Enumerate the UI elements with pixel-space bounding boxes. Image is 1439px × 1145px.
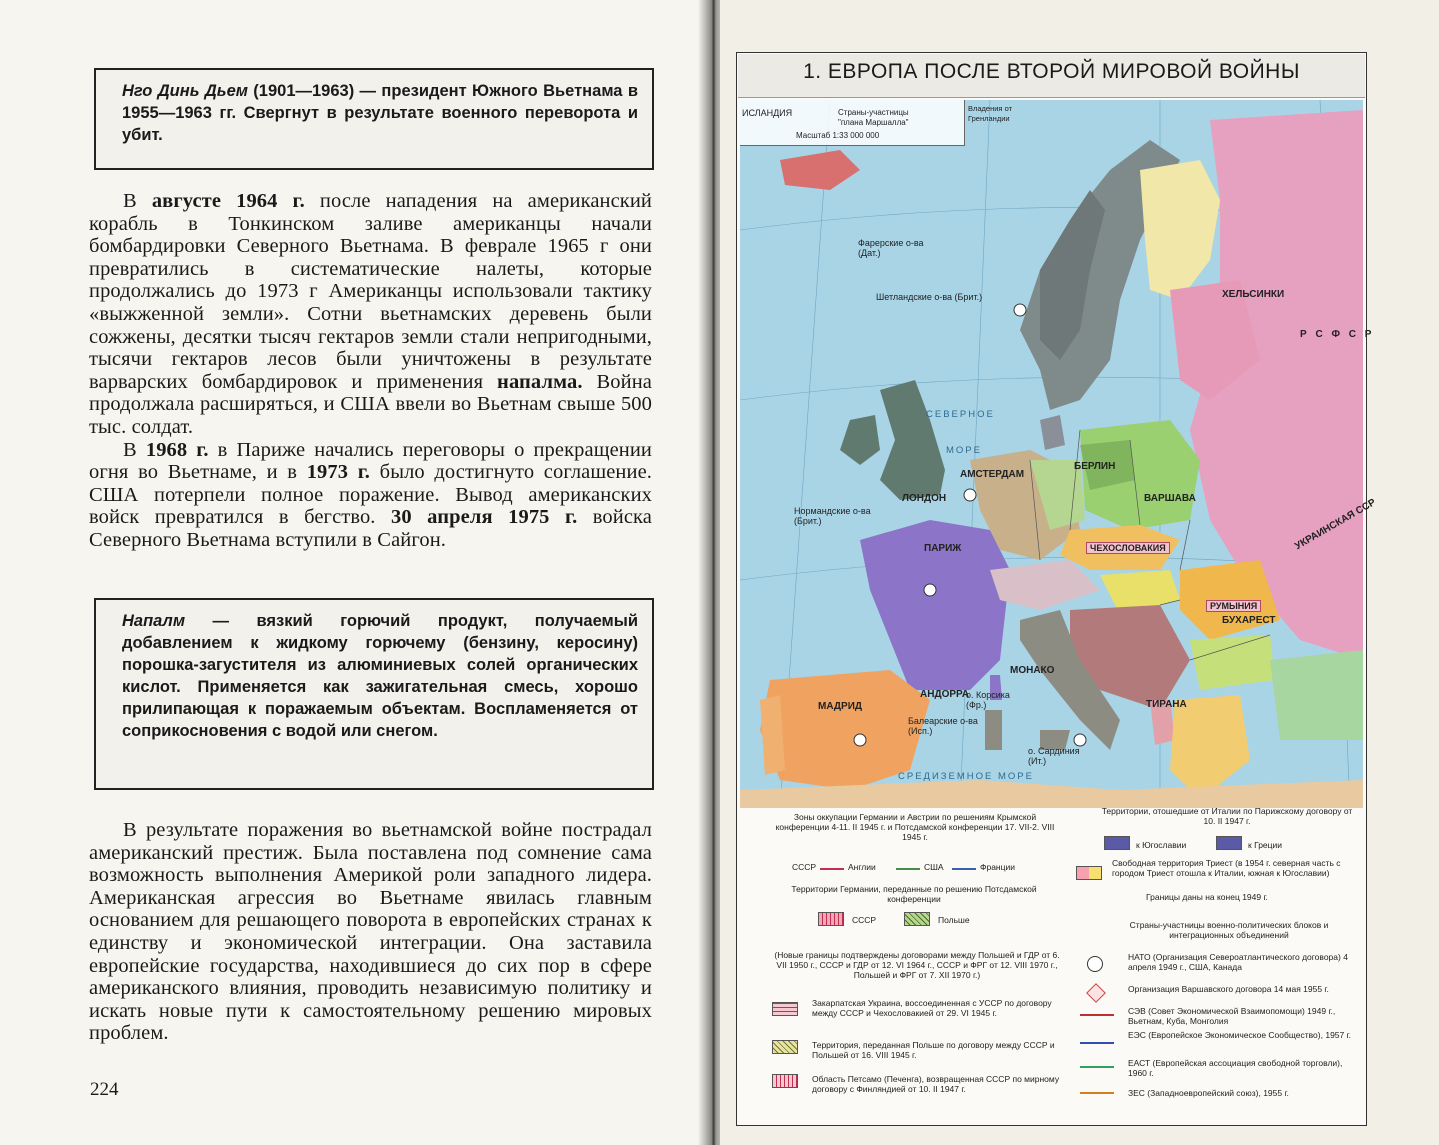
legend-borders-1949: Границы даны на конец 1949 г. xyxy=(1146,892,1268,902)
label-iceland: ИСЛАНДИЯ xyxy=(742,108,793,118)
label-ukrainian-ssr: УКРАИНСКАЯ ССР xyxy=(1293,496,1378,553)
emphasis-text: напалма. xyxy=(497,370,583,393)
label-warsaw: ВАРШАВА xyxy=(1144,493,1196,504)
label-sardinia: о. Сардиния (Ит.) xyxy=(1028,746,1080,766)
label-faroe: Фарерские о-ва (Дат.) xyxy=(858,238,924,258)
label-monaco: МОНАКО xyxy=(1010,665,1055,676)
paragraph: В результате поражения во вьетнамской войне пострадал американский престиж. Была поставлена под сомнение сама возможность выполнения Америкой роли западного лидера. Американская агрессия во Вьетнаме явилась главным основанием для решающего поворота в европейских странах к единству и экономической интеграции. Она заставила европейские государства, находившиеся до сих пор в сфере американского влияния, проводить независимую политику и искать новые пути к самостоятельному решению мировых проблем. xyxy=(89,819,652,1045)
legend-eec: ЕЭС (Европейское Экономическое Сообщество), 1957 г. xyxy=(1128,1030,1352,1040)
legend-to-poland-treaty: Территория, переданная Польше по договору между СССР и Польшей от 16. VIII 1945 г. xyxy=(812,1040,1055,1060)
text-run: Война продолжала расширяться, и США ввели во Вьетнам свыше 500 тыс. солдат. xyxy=(89,370,652,438)
legend-blocs-heading: Страны-участницы военно-политических блоков и интеграционных объединений xyxy=(1129,920,1329,940)
text-run: В xyxy=(123,438,146,461)
swatch-to-poland xyxy=(904,912,930,926)
box-lead-term: Напалм xyxy=(122,612,186,630)
label-paris: ПАРИЖ xyxy=(924,543,962,554)
legend-to-yugoslavia: к Югославии xyxy=(1136,840,1187,850)
legend-zone-ussr: СССР xyxy=(792,862,817,872)
text-run: в Париже начались переговоры о прекращении огня во Вьетнаме, и в xyxy=(89,438,653,484)
label-scale: Масштаб 1:33 000 000 xyxy=(796,131,880,140)
label-tirana: ТИРАНА xyxy=(1146,699,1187,710)
legend-zones-heading: Зоны оккупации Германии и Австрии по решениям Крымской конференции 4-11. II 1945 г. и Потсдамской конференции 17. VII-2. VIII 1945 г. xyxy=(775,812,1055,842)
legend-to-ussr: СССР xyxy=(852,915,877,925)
label-rsfsr: Р С Ф С Р xyxy=(1300,329,1375,340)
legend-line-england xyxy=(896,868,920,870)
swatch-trieste xyxy=(1076,866,1102,880)
legend-new-borders: (Новые границы подтверждены договорами между Польшей и ГДР от 6. VII 1950 г., СССР и ГДР от 12. VI 1964 г., СССР и ФРГ от 12. VIII 1970 г., Польшей и ФРГ от 7. XII 1970 г.) xyxy=(774,950,1060,980)
text-run: В xyxy=(123,190,152,212)
legend-nato: НАТО (Организация Североатлантического договора) 4 апреля 1949 г., США, Канада xyxy=(1128,952,1348,972)
main-text-top xyxy=(89,190,652,552)
label-helsinki: ХЕЛЬСИНКИ xyxy=(1222,289,1285,300)
label-bucharest: БУХАРЕСТ xyxy=(1222,615,1276,626)
emphasis-text: 1973 г. xyxy=(306,461,371,484)
page-number: 224 xyxy=(90,1079,119,1100)
legend-trieste: Свободная территория Триест (в 1954 г. северная часть с городом Триест отошла к Италии, южная к Югославии) xyxy=(1112,858,1341,878)
label-amsterdam: АМСТЕРДАМ xyxy=(960,469,1025,480)
map-title: 1. ЕВРОПА ПОСЛЕ ВТОРОЙ МИРОВОЙ ВОЙНЫ xyxy=(803,60,1300,83)
legend-line-ussr xyxy=(820,868,844,870)
paragraph xyxy=(89,439,652,552)
paragraph xyxy=(89,190,652,439)
label-madrid: МАДРИД xyxy=(818,701,863,712)
swatch-west-ukraine xyxy=(772,1002,798,1016)
emphasis-text: 30 апреля 1975 г. xyxy=(391,506,578,529)
legend-efta: ЕАСТ (Европейская ассоциация свободной торговли), 1960 г. xyxy=(1128,1058,1343,1078)
left-page xyxy=(0,0,712,1145)
label-normandy: Нормандские о-ва (Брит.) xyxy=(794,506,871,526)
legend-zone-france: Франции xyxy=(980,862,1015,872)
label-shetland: Шетландские о-ва (Брит.) xyxy=(876,292,983,302)
box-definition-text: (1901—1963) — президент Южного Вьетнама в 1955—1963 гг. Свергнут в результате военного переворота и убит. xyxy=(122,82,638,144)
label-corsica: о. Корсика (Фр.) xyxy=(966,690,1010,710)
definition-box-ngo-dinh-diem xyxy=(94,68,654,170)
legend-comecon: СЭВ (Совет Экономической Взаимопомощи) 1949 г., Вьетнам, Куба, Монголия xyxy=(1128,1006,1336,1026)
weu-line-icon xyxy=(1080,1092,1114,1094)
label-berlin: БЕРЛИН xyxy=(1074,461,1116,472)
label-balearic: Балеарские о-ва (Исп.) xyxy=(908,716,978,736)
legend-west-ukraine: Закарпатская Украина, воссоединенная с УССР по договору между СССР и Чехословакией от 29. VI 1945 г. xyxy=(812,998,1052,1018)
turkey-land xyxy=(1270,650,1363,740)
emphasis-text: августе 1964 г. xyxy=(151,190,305,212)
label-mediterranean: СРЕДИЗЕМНОЕ МОРЕ xyxy=(898,771,1034,782)
label-andorra: АНДОРРА xyxy=(920,689,970,700)
emphasis-text: 1968 г. xyxy=(145,438,209,461)
eec-line-icon xyxy=(1080,1042,1114,1044)
legend-to-poland: Польше xyxy=(938,915,970,925)
legend-zone-england: Англии xyxy=(848,862,876,872)
efta-line-icon xyxy=(1080,1066,1114,1068)
box-definition-text: — вязкий горючий продукт, получаемый добавлением к жидкому горючему (бензину, керосину) порошка-загустителя из алюминиевых солей органических кислот. Применяется как зажигательная смесь, хорошо прилипающая к поражаемым объектам. Воспламеняется от соприкосновения с водой или снегом. xyxy=(122,612,638,740)
text-run: после нападения на американский корабль в Тонкинском заливе американцы начали бомбардировки Северного Вьетнама. В феврале 1965 г они превратились в систематические налеты, которые продолжались до 1973 г Американцы использовали тактику «выжженной земли». Сотни вьетнамских деревень были сожжены, десятки тысяч гектаров земли стали непригодными, тысячи гектаров лесов были уничтожены в результате варварских бомбардировок и применения xyxy=(89,190,652,393)
swatch-to-greece xyxy=(1216,836,1242,850)
label-london: ЛОНДОН xyxy=(902,493,947,504)
legend-zone-usa: США xyxy=(924,862,944,872)
swatch-pechenga xyxy=(772,1074,798,1088)
swatch-to-poland-treaty xyxy=(772,1040,798,1054)
legend-warsaw-pact: Организация Варшавского договора 14 мая 1955 г. xyxy=(1128,984,1329,994)
box-lead-term: Нго Динь Дьем xyxy=(122,82,248,100)
legend-pechenga: Область Петсамо (Печенга), возвращенная СССР по мирному договору с Финляндией от 10. II 1947 г. xyxy=(812,1074,1060,1094)
main-text-bottom xyxy=(89,819,652,1045)
legend-to-greece: к Греции xyxy=(1248,840,1283,850)
comecon-line-icon xyxy=(1080,1014,1114,1016)
label-north-sea-1: СЕВЕРНОЕ xyxy=(926,409,995,420)
nato-icon xyxy=(1087,956,1103,972)
label-north-sea-2: МОРЕ xyxy=(946,445,982,456)
legend-line-usa xyxy=(952,868,976,870)
legend-italy-heading: Территории, отошедшие от Италии по Парижскому договору от 10. II 1947 г. xyxy=(1101,806,1353,826)
label-marshall-plan: Страны-участницы "плана Маршалла" xyxy=(838,108,909,127)
text-run: войска Северного Вьетнама вступили в Сайгон. xyxy=(89,506,653,551)
text-run: было достигнуто соглашение. США потерпели полное поражение. Вывод американских войск превратился в бегство. xyxy=(89,461,652,529)
label-greenland: Владения от Гренландии xyxy=(968,104,1013,123)
legend-weu: ЗЕС (Западноевропейский союз), 1955 г. xyxy=(1128,1088,1289,1098)
swatch-to-yugoslavia xyxy=(1104,836,1130,850)
label-czechoslovakia: ЧЕХОСЛОВАКИЯ xyxy=(1086,542,1170,554)
definition-box-napalm xyxy=(94,598,654,790)
legend-transferred-heading: Территории Германии, переданные по решению Потсдамской конференции xyxy=(791,884,1037,904)
label-romania: РУМЫНИЯ xyxy=(1206,600,1261,612)
swatch-to-ussr xyxy=(818,912,844,926)
